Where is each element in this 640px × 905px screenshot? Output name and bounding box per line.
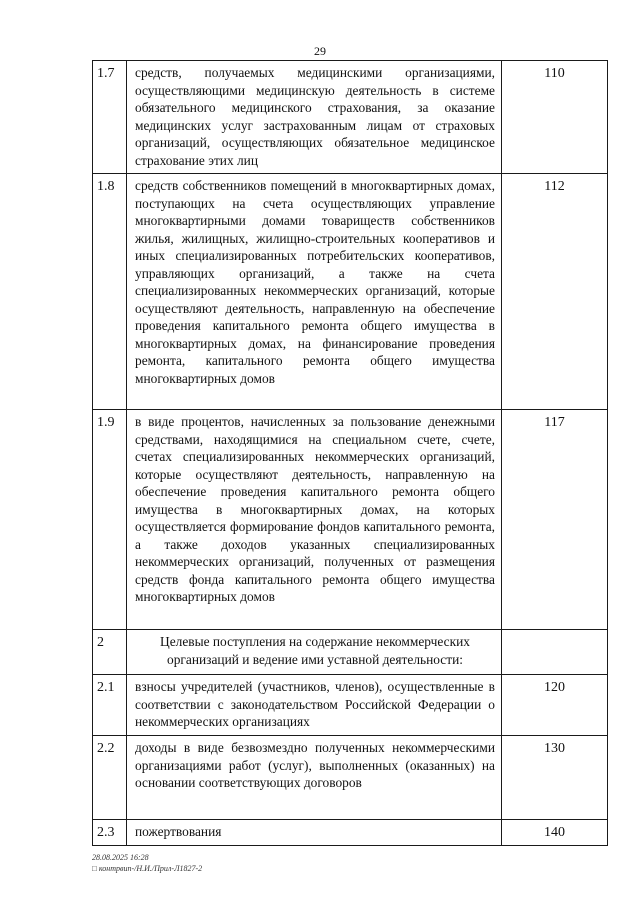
row-code: 130 [502,736,608,820]
table-row [93,820,608,846]
row-code: 140 [502,820,608,846]
row-number: 1.9 [93,410,127,630]
row-description: пожертвования [127,820,502,846]
table-row [93,61,608,174]
row-description: средств, получаемых медицинскими организациями, осуществляющими медицинскую деятельность в системе обязательного медицинского страхования, за оказание медицинских услуг застрахованным лицам от страховых организаций, осуществляющих обязательное медицинское страхование этих лиц [127,61,502,174]
table-row [93,675,608,736]
row-number: 2.2 [93,736,127,820]
row-description: доходы в виде безвозмездно полученных некоммерческими организациями работ (услуг), выполненных (оказанных) на основании соответствующих договоров [127,736,502,820]
row-number: 2 [93,630,127,675]
table-row [93,410,608,630]
page-number: 29 [314,44,326,58]
footer-doc-ref: □ контрвип-/Н.И./Прил-Л1827-2 [92,864,203,873]
row-number: 2.1 [93,675,127,736]
row-number: 1.7 [93,61,127,174]
table-row [93,630,608,675]
row-description: Целевые поступления на содержание некоммерческих организаций и ведение ими уставной деятельности: [127,630,502,675]
row-description: взносы учредителей (участников, членов), осуществленные в соответствии с законодательством Российской Федерации о некоммерческих организациях [127,675,502,736]
footer-timestamp: 28.08.2025 16:28 [92,853,149,862]
classification-table [92,60,608,846]
row-code: 117 [502,410,608,630]
row-number: 1.8 [93,174,127,410]
row-description: в виде процентов, начисленных за пользование денежными средствами, находящимися на специальном счете, счете, счетах специализированных некоммерческих организаций, которые осуществляют деятельность, направленную на обеспечение проведения капитального ремонта общего имущества в многоквартирных домах, на которых осуществляется формирование фондов капитального ремонта, а также доходов указанных специализированных некоммерческих организаций, полученных от размещения средств фонда капитального ремонта общего имущества многоквартирных домов [127,410,502,630]
row-number: 2.3 [93,820,127,846]
table-row [93,174,608,410]
row-code: 110 [502,61,608,174]
row-code: 120 [502,675,608,736]
row-description: средств собственников помещений в многоквартирных домах, поступающих на счета осуществляющих управление многоквартирными домами товариществ собственников жилья, жилищных, жилищно-строительных кооперативов и иных специализированных потребительских кооперативов, управляющих организаций, а также на счета специализированных некоммерческих организаций, которые осуществляют деятельность, направленную на обеспечение проведения капитального ремонта общего имущества в многоквартирных домах, на финансирование проведения ремонта, капитального ремонта общего имущества многоквартирных домов [127,174,502,410]
row-code: 112 [502,174,608,410]
table-row [93,736,608,820]
row-code [502,630,608,675]
